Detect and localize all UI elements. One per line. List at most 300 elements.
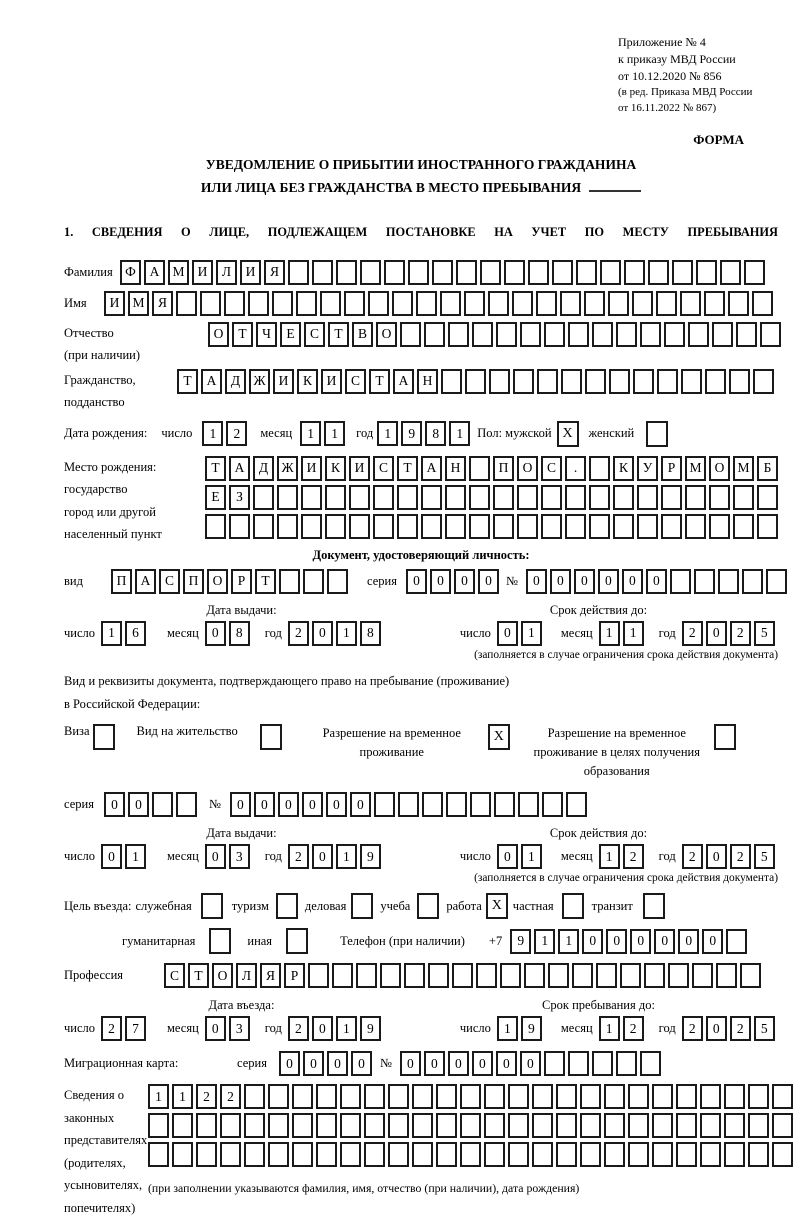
- form-cell[interactable]: [772, 1142, 793, 1167]
- form-cell[interactable]: [424, 322, 445, 347]
- form-cell[interactable]: [416, 291, 437, 316]
- form-cell[interactable]: [380, 963, 401, 988]
- form-cell[interactable]: [460, 1142, 481, 1167]
- form-cell[interactable]: [312, 260, 333, 285]
- purpose-work-checkbox[interactable]: X: [486, 893, 508, 919]
- form-cell[interactable]: [368, 291, 389, 316]
- form-cell[interactable]: [397, 514, 418, 539]
- purpose-other-checkbox[interactable]: [286, 928, 308, 954]
- form-cell[interactable]: [412, 1084, 433, 1109]
- form-cell[interactable]: О: [207, 569, 228, 594]
- form-cell[interactable]: К: [297, 369, 318, 394]
- form-cell[interactable]: [480, 260, 501, 285]
- form-cell[interactable]: А: [201, 369, 222, 394]
- sex-male-checkbox[interactable]: X: [557, 421, 579, 447]
- form-cell[interactable]: [508, 1084, 529, 1109]
- form-cell[interactable]: [301, 485, 322, 510]
- form-cell[interactable]: 8: [425, 421, 446, 446]
- form-cell[interactable]: [412, 1142, 433, 1167]
- form-cell[interactable]: С: [541, 456, 562, 481]
- form-cell[interactable]: [680, 291, 701, 316]
- form-cell[interactable]: [766, 569, 787, 594]
- form-cell[interactable]: [469, 514, 490, 539]
- form-cell[interactable]: 0: [326, 792, 347, 817]
- form-cell[interactable]: [565, 485, 586, 510]
- form-cell[interactable]: 1: [336, 621, 357, 646]
- form-cell[interactable]: 2: [682, 621, 703, 646]
- form-cell[interactable]: [277, 485, 298, 510]
- form-cell[interactable]: [196, 1142, 217, 1167]
- form-cell[interactable]: Т: [255, 569, 276, 594]
- form-cell[interactable]: [753, 369, 774, 394]
- form-cell[interactable]: И: [349, 456, 370, 481]
- form-cell[interactable]: 0: [302, 792, 323, 817]
- form-cell[interactable]: [681, 369, 702, 394]
- form-cell[interactable]: 2: [288, 621, 309, 646]
- form-cell[interactable]: [604, 1113, 625, 1138]
- form-cell[interactable]: П: [183, 569, 204, 594]
- form-cell[interactable]: [608, 291, 629, 316]
- form-cell[interactable]: [580, 1113, 601, 1138]
- form-cell[interactable]: Ж: [277, 456, 298, 481]
- form-cell[interactable]: [398, 792, 419, 817]
- form-cell[interactable]: А: [135, 569, 156, 594]
- form-cell[interactable]: Е: [280, 322, 301, 347]
- form-cell[interactable]: С: [345, 369, 366, 394]
- form-cell[interactable]: [637, 485, 658, 510]
- form-cell[interactable]: 2: [730, 1016, 751, 1041]
- form-cell[interactable]: [720, 260, 741, 285]
- form-cell[interactable]: [327, 569, 348, 594]
- purpose-business-checkbox[interactable]: [351, 893, 373, 919]
- form-cell[interactable]: [220, 1113, 241, 1138]
- form-cell[interactable]: [316, 1113, 337, 1138]
- form-cell[interactable]: [200, 291, 221, 316]
- form-cell[interactable]: 0: [430, 569, 451, 594]
- form-cell[interactable]: [700, 1113, 721, 1138]
- form-cell[interactable]: [541, 514, 562, 539]
- form-cell[interactable]: [496, 322, 517, 347]
- form-cell[interactable]: [244, 1142, 265, 1167]
- form-cell[interactable]: [640, 322, 661, 347]
- form-cell[interactable]: [661, 485, 682, 510]
- form-cell[interactable]: Т: [232, 322, 253, 347]
- form-cell[interactable]: 9: [521, 1016, 542, 1041]
- form-cell[interactable]: Р: [231, 569, 252, 594]
- form-cell[interactable]: [637, 514, 658, 539]
- form-cell[interactable]: [421, 514, 442, 539]
- form-cell[interactable]: С: [159, 569, 180, 594]
- form-cell[interactable]: 0: [101, 844, 122, 869]
- form-cell[interactable]: [592, 1051, 613, 1076]
- form-cell[interactable]: [524, 963, 545, 988]
- form-cell[interactable]: И: [240, 260, 261, 285]
- form-cell[interactable]: 0: [654, 929, 675, 954]
- form-cell[interactable]: [536, 291, 557, 316]
- form-cell[interactable]: [694, 569, 715, 594]
- form-cell[interactable]: [356, 963, 377, 988]
- form-cell[interactable]: [604, 1142, 625, 1167]
- form-cell[interactable]: [560, 291, 581, 316]
- form-cell[interactable]: Л: [216, 260, 237, 285]
- form-cell[interactable]: 1: [377, 421, 398, 446]
- form-cell[interactable]: [513, 369, 534, 394]
- form-cell[interactable]: [504, 260, 525, 285]
- form-cell[interactable]: [712, 322, 733, 347]
- form-cell[interactable]: [556, 1113, 577, 1138]
- form-cell[interactable]: [752, 291, 773, 316]
- form-cell[interactable]: [757, 485, 778, 510]
- form-cell[interactable]: [705, 369, 726, 394]
- form-cell[interactable]: [616, 322, 637, 347]
- purpose-tourism-checkbox[interactable]: [276, 893, 298, 919]
- form-cell[interactable]: 8: [229, 621, 250, 646]
- form-cell[interactable]: [373, 485, 394, 510]
- form-cell[interactable]: [349, 514, 370, 539]
- form-cell[interactable]: [428, 963, 449, 988]
- form-cell[interactable]: 0: [312, 621, 333, 646]
- form-cell[interactable]: [520, 322, 541, 347]
- form-cell[interactable]: 1: [623, 621, 644, 646]
- form-cell[interactable]: [744, 260, 765, 285]
- form-cell[interactable]: [412, 1113, 433, 1138]
- form-cell[interactable]: 2: [288, 1016, 309, 1041]
- form-cell[interactable]: 2: [682, 844, 703, 869]
- form-cell[interactable]: 0: [550, 569, 571, 594]
- form-cell[interactable]: [484, 1113, 505, 1138]
- form-cell[interactable]: 0: [448, 1051, 469, 1076]
- form-cell[interactable]: [172, 1113, 193, 1138]
- form-cell[interactable]: В: [352, 322, 373, 347]
- sex-female-checkbox[interactable]: [646, 421, 668, 447]
- form-cell[interactable]: [288, 260, 309, 285]
- form-cell[interactable]: [476, 963, 497, 988]
- form-cell[interactable]: [676, 1142, 697, 1167]
- form-cell[interactable]: [436, 1142, 457, 1167]
- form-cell[interactable]: [537, 369, 558, 394]
- form-cell[interactable]: 0: [205, 1016, 226, 1041]
- form-cell[interactable]: [589, 485, 610, 510]
- form-cell[interactable]: И: [273, 369, 294, 394]
- form-cell[interactable]: [736, 322, 757, 347]
- form-cell[interactable]: 0: [104, 792, 125, 817]
- form-cell[interactable]: И: [104, 291, 125, 316]
- form-cell[interactable]: [544, 1051, 565, 1076]
- form-cell[interactable]: [729, 369, 750, 394]
- form-cell[interactable]: [508, 1142, 529, 1167]
- form-cell[interactable]: Я: [152, 291, 173, 316]
- form-cell[interactable]: 0: [706, 1016, 727, 1041]
- form-cell[interactable]: [556, 1084, 577, 1109]
- form-cell[interactable]: 1: [101, 621, 122, 646]
- temp-residence-checkbox[interactable]: X: [488, 724, 510, 750]
- form-cell[interactable]: [726, 929, 747, 954]
- form-cell[interactable]: Т: [397, 456, 418, 481]
- form-cell[interactable]: [469, 485, 490, 510]
- form-cell[interactable]: [692, 963, 713, 988]
- form-cell[interactable]: [632, 291, 653, 316]
- form-cell[interactable]: [316, 1084, 337, 1109]
- form-cell[interactable]: [456, 260, 477, 285]
- form-cell[interactable]: 0: [230, 792, 251, 817]
- form-cell[interactable]: Я: [264, 260, 285, 285]
- form-cell[interactable]: 1: [521, 844, 542, 869]
- form-cell[interactable]: [648, 260, 669, 285]
- form-cell[interactable]: [484, 1084, 505, 1109]
- form-cell[interactable]: [248, 291, 269, 316]
- form-cell[interactable]: [277, 514, 298, 539]
- form-cell[interactable]: Т: [328, 322, 349, 347]
- form-cell[interactable]: [292, 1113, 313, 1138]
- form-cell[interactable]: 2: [288, 844, 309, 869]
- form-cell[interactable]: 0: [496, 1051, 517, 1076]
- form-cell[interactable]: Д: [225, 369, 246, 394]
- form-cell[interactable]: [561, 369, 582, 394]
- form-cell[interactable]: [748, 1084, 769, 1109]
- form-cell[interactable]: П: [493, 456, 514, 481]
- form-cell[interactable]: [422, 792, 443, 817]
- form-cell[interactable]: [628, 1142, 649, 1167]
- form-cell[interactable]: О: [376, 322, 397, 347]
- form-cell[interactable]: И: [192, 260, 213, 285]
- form-cell[interactable]: 2: [623, 844, 644, 869]
- form-cell[interactable]: [470, 792, 491, 817]
- form-cell[interactable]: [340, 1084, 361, 1109]
- form-cell[interactable]: [552, 260, 573, 285]
- form-cell[interactable]: [440, 291, 461, 316]
- form-cell[interactable]: 2: [682, 1016, 703, 1041]
- form-cell[interactable]: [452, 963, 473, 988]
- form-cell[interactable]: 1: [336, 1016, 357, 1041]
- form-cell[interactable]: Т: [205, 456, 226, 481]
- form-cell[interactable]: [542, 792, 563, 817]
- form-cell[interactable]: [657, 369, 678, 394]
- form-cell[interactable]: П: [111, 569, 132, 594]
- form-cell[interactable]: [448, 322, 469, 347]
- form-cell[interactable]: [704, 291, 725, 316]
- form-cell[interactable]: А: [393, 369, 414, 394]
- form-cell[interactable]: [700, 1084, 721, 1109]
- form-cell[interactable]: 1: [599, 844, 620, 869]
- form-cell[interactable]: [484, 1142, 505, 1167]
- form-cell[interactable]: О: [517, 456, 538, 481]
- form-cell[interactable]: [445, 485, 466, 510]
- form-cell[interactable]: 3: [229, 1016, 250, 1041]
- form-cell[interactable]: [325, 485, 346, 510]
- form-cell[interactable]: 0: [520, 1051, 541, 1076]
- form-cell[interactable]: 0: [128, 792, 149, 817]
- form-cell[interactable]: 0: [278, 792, 299, 817]
- form-cell[interactable]: 2: [196, 1084, 217, 1109]
- form-cell[interactable]: [616, 1051, 637, 1076]
- form-cell[interactable]: [325, 514, 346, 539]
- form-cell[interactable]: [493, 514, 514, 539]
- form-cell[interactable]: 0: [497, 621, 518, 646]
- purpose-study-checkbox[interactable]: [417, 893, 439, 919]
- form-cell[interactable]: [340, 1113, 361, 1138]
- form-cell[interactable]: 0: [622, 569, 643, 594]
- form-cell[interactable]: 0: [706, 844, 727, 869]
- form-cell[interactable]: [272, 291, 293, 316]
- form-cell[interactable]: [672, 260, 693, 285]
- form-cell[interactable]: [196, 1113, 217, 1138]
- form-cell[interactable]: Р: [661, 456, 682, 481]
- form-cell[interactable]: [360, 260, 381, 285]
- form-cell[interactable]: М: [128, 291, 149, 316]
- form-cell[interactable]: 0: [706, 621, 727, 646]
- form-cell[interactable]: [349, 485, 370, 510]
- form-cell[interactable]: [292, 1142, 313, 1167]
- form-cell[interactable]: [224, 291, 245, 316]
- form-cell[interactable]: И: [301, 456, 322, 481]
- form-cell[interactable]: [332, 963, 353, 988]
- form-cell[interactable]: [757, 514, 778, 539]
- form-cell[interactable]: 0: [205, 844, 226, 869]
- form-cell[interactable]: [676, 1113, 697, 1138]
- form-cell[interactable]: 7: [125, 1016, 146, 1041]
- form-cell[interactable]: [584, 291, 605, 316]
- form-cell[interactable]: [628, 1113, 649, 1138]
- form-cell[interactable]: [592, 322, 613, 347]
- form-cell[interactable]: 3: [229, 844, 250, 869]
- form-cell[interactable]: [652, 1084, 673, 1109]
- form-cell[interactable]: 5: [754, 844, 775, 869]
- form-cell[interactable]: М: [733, 456, 754, 481]
- form-cell[interactable]: [609, 369, 630, 394]
- form-cell[interactable]: [685, 514, 706, 539]
- form-cell[interactable]: [613, 485, 634, 510]
- form-cell[interactable]: [548, 963, 569, 988]
- form-cell[interactable]: [303, 569, 324, 594]
- form-cell[interactable]: К: [325, 456, 346, 481]
- form-cell[interactable]: 0: [424, 1051, 445, 1076]
- form-cell[interactable]: [572, 963, 593, 988]
- form-cell[interactable]: 1: [497, 1016, 518, 1041]
- form-cell[interactable]: 6: [125, 621, 146, 646]
- form-cell[interactable]: [613, 514, 634, 539]
- form-cell[interactable]: 9: [360, 844, 381, 869]
- form-cell[interactable]: 0: [303, 1051, 324, 1076]
- form-cell[interactable]: 0: [646, 569, 667, 594]
- form-cell[interactable]: [500, 963, 521, 988]
- form-cell[interactable]: 0: [351, 1051, 372, 1076]
- purpose-official-checkbox[interactable]: [201, 893, 223, 919]
- purpose-humanitarian-checkbox[interactable]: [209, 928, 231, 954]
- form-cell[interactable]: [517, 514, 538, 539]
- form-cell[interactable]: О: [212, 963, 233, 988]
- form-cell[interactable]: [676, 1084, 697, 1109]
- form-cell[interactable]: [652, 1113, 673, 1138]
- form-cell[interactable]: 1: [336, 844, 357, 869]
- form-cell[interactable]: 1: [324, 421, 345, 446]
- form-cell[interactable]: Т: [188, 963, 209, 988]
- form-cell[interactable]: [576, 260, 597, 285]
- form-cell[interactable]: 0: [630, 929, 651, 954]
- form-cell[interactable]: [336, 260, 357, 285]
- form-cell[interactable]: 0: [205, 621, 226, 646]
- form-cell[interactable]: К: [613, 456, 634, 481]
- form-cell[interactable]: [268, 1113, 289, 1138]
- form-cell[interactable]: Т: [177, 369, 198, 394]
- form-cell[interactable]: Я: [260, 963, 281, 988]
- form-cell[interactable]: 1: [521, 621, 542, 646]
- form-cell[interactable]: Б: [757, 456, 778, 481]
- form-cell[interactable]: 1: [449, 421, 470, 446]
- form-cell[interactable]: М: [168, 260, 189, 285]
- form-cell[interactable]: Ч: [256, 322, 277, 347]
- form-cell[interactable]: [374, 792, 395, 817]
- form-cell[interactable]: Л: [236, 963, 257, 988]
- form-cell[interactable]: 0: [254, 792, 275, 817]
- form-cell[interactable]: [432, 260, 453, 285]
- form-cell[interactable]: 0: [478, 569, 499, 594]
- form-cell[interactable]: [566, 792, 587, 817]
- form-cell[interactable]: 0: [574, 569, 595, 594]
- form-cell[interactable]: [696, 260, 717, 285]
- form-cell[interactable]: 1: [558, 929, 579, 954]
- form-cell[interactable]: [152, 792, 173, 817]
- form-cell[interactable]: [446, 792, 467, 817]
- form-cell[interactable]: О: [709, 456, 730, 481]
- form-cell[interactable]: [279, 569, 300, 594]
- form-cell[interactable]: [148, 1142, 169, 1167]
- form-cell[interactable]: [493, 485, 514, 510]
- form-cell[interactable]: [244, 1084, 265, 1109]
- form-cell[interactable]: 1: [599, 1016, 620, 1041]
- form-cell[interactable]: 0: [606, 929, 627, 954]
- form-cell[interactable]: М: [685, 456, 706, 481]
- form-cell[interactable]: [460, 1113, 481, 1138]
- form-cell[interactable]: 0: [400, 1051, 421, 1076]
- form-cell[interactable]: [176, 792, 197, 817]
- form-cell[interactable]: [148, 1113, 169, 1138]
- form-cell[interactable]: [700, 1142, 721, 1167]
- form-cell[interactable]: Н: [417, 369, 438, 394]
- form-cell[interactable]: [772, 1084, 793, 1109]
- form-cell[interactable]: 0: [454, 569, 475, 594]
- form-cell[interactable]: [253, 485, 274, 510]
- form-cell[interactable]: 0: [702, 929, 723, 954]
- form-cell[interactable]: [404, 963, 425, 988]
- form-cell[interactable]: [388, 1142, 409, 1167]
- form-cell[interactable]: [441, 369, 462, 394]
- form-cell[interactable]: [364, 1113, 385, 1138]
- form-cell[interactable]: [436, 1113, 457, 1138]
- form-cell[interactable]: У: [637, 456, 658, 481]
- form-cell[interactable]: [308, 963, 329, 988]
- form-cell[interactable]: [388, 1113, 409, 1138]
- form-cell[interactable]: [421, 485, 442, 510]
- form-cell[interactable]: 0: [472, 1051, 493, 1076]
- form-cell[interactable]: [472, 322, 493, 347]
- form-cell[interactable]: [724, 1084, 745, 1109]
- form-cell[interactable]: [508, 1113, 529, 1138]
- form-cell[interactable]: [344, 291, 365, 316]
- form-cell[interactable]: [408, 260, 429, 285]
- form-cell[interactable]: [556, 1142, 577, 1167]
- form-cell[interactable]: 1: [148, 1084, 169, 1109]
- form-cell[interactable]: [633, 369, 654, 394]
- form-cell[interactable]: [268, 1142, 289, 1167]
- form-cell[interactable]: [640, 1051, 661, 1076]
- form-cell[interactable]: 0: [598, 569, 619, 594]
- form-cell[interactable]: [716, 963, 737, 988]
- form-cell[interactable]: [624, 260, 645, 285]
- form-cell[interactable]: [392, 291, 413, 316]
- form-cell[interactable]: 8: [360, 621, 381, 646]
- form-cell[interactable]: [384, 260, 405, 285]
- form-cell[interactable]: [652, 1142, 673, 1167]
